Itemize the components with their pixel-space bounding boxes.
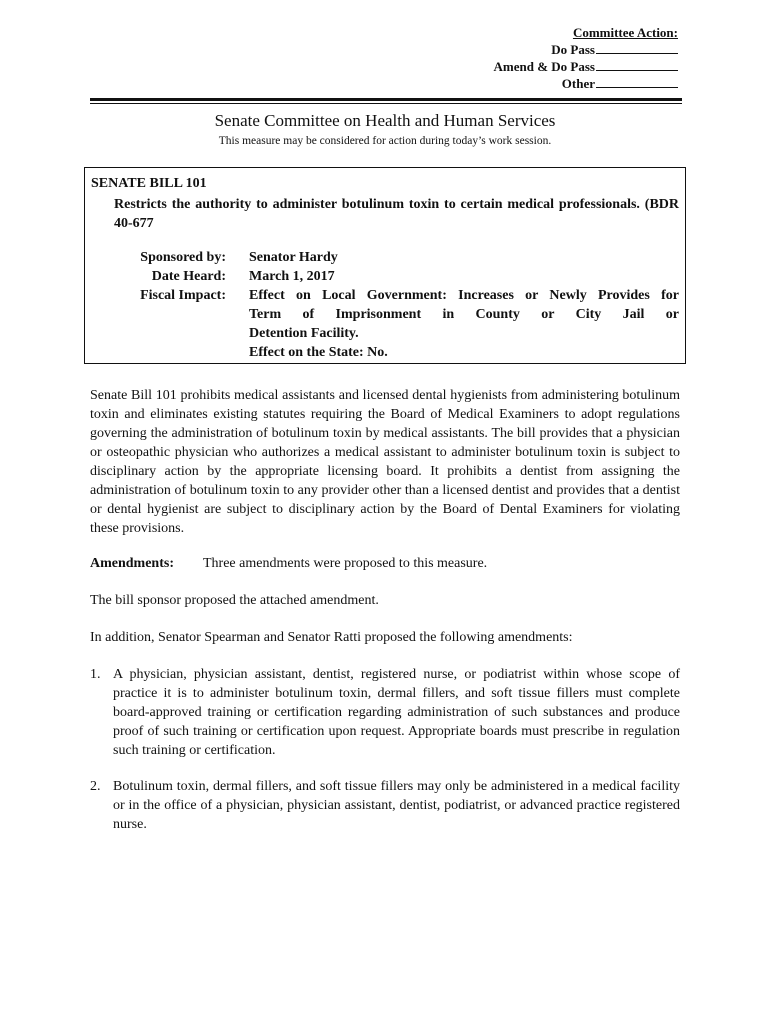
amendments-line — [90, 554, 680, 573]
amendment-text: Botulinum toxin, dermal fillers, and soft tissue fillers may only be administered in a medical facility or in the office of a physician, physician assistant, dentist, podiatrist, or advanced practice registered nurse. — [113, 779, 680, 832]
date-heard-value: March 1, 2017 — [249, 269, 335, 284]
amendments-label: Amendments: — [90, 556, 174, 571]
amend-do-pass-label: Amend & Do Pass — [493, 59, 595, 74]
other-blank — [596, 76, 678, 88]
do-pass-blank — [596, 42, 678, 54]
bill-description: Restricts the authority to administer botulinum toxin to certain medical professionals. (BDR 40-677 — [114, 197, 679, 231]
sponsor-value: Senator Hardy — [249, 250, 338, 265]
amend-do-pass-row — [418, 58, 678, 75]
fiscal-impact-label: Fiscal Impact: — [140, 288, 226, 303]
amendment-text: A physician, physician assistant, dentist, registered nurse, or podiatrist within whose scope of practice it is to administer botulinum toxin, dermal fillers, and soft tissue fillers must complete board-approved training or certification regarding administration of such substances and produce proof of such training or certification upon request. Appropriate boards must prescribe in regulation such training or certification. — [113, 667, 680, 758]
additional-amendments-note: In addition, Senator Spearman and Senator Ratti proposed the following amendments: — [90, 630, 573, 645]
other-label: Other — [561, 76, 595, 91]
amendments-text: Three amendments were proposed to this measure. — [203, 556, 488, 571]
session-note: This measure may be considered for action during today’s work session. — [218, 135, 552, 147]
fiscal-impact-line1: Effect on Local Government: Increases or Newly Provides for — [249, 288, 679, 303]
header-divider-thin — [90, 103, 682, 104]
committee-action-block — [418, 24, 678, 92]
fiscal-impact-state: Effect on the State: No. — [249, 345, 388, 360]
fiscal-impact-line3: Detention Facility. — [249, 326, 359, 341]
committee-title: Senate Committee on Health and Human Services — [214, 111, 556, 130]
committee-action-heading: Committee Action: — [572, 25, 678, 40]
do-pass-row — [418, 41, 678, 58]
amendment-number: 2. — [90, 779, 101, 794]
other-row — [418, 75, 678, 92]
date-heard-label: Date Heard: — [151, 269, 226, 284]
header-divider-thick — [90, 98, 682, 101]
bill-info-box — [84, 167, 686, 364]
sponsor-amendment-note: The bill sponsor proposed the attached amendment. — [90, 593, 379, 608]
fiscal-impact-line2: Term of Imprisonment in County or City Jail or — [249, 307, 679, 322]
do-pass-label: Do Pass — [551, 42, 595, 57]
sponsored-by-label: Sponsored by: — [140, 250, 226, 265]
bill-summary: Senate Bill 101 prohibits medical assistants and licensed dental hygienists from administering botulinum toxin and eliminates existing statutes requiring the Board of Medical Examiners to adopt regulations governing the administration of botulinum toxin by medical assistants. The bill provides that a physician or osteopathic physician who authorizes a medical assistant to administer botulinum toxin is subject to disciplinary action by the appropriate licensing board. It prohibits a dentist from assigning the administration of botulinum toxin to any provider other than a licensed dentist and provides that a dentist or dental hygienist are subject to disciplinary action by the Board of Dental Examiners for violating these provisions. — [90, 388, 680, 536]
bill-number: SENATE BILL 101 — [91, 176, 207, 191]
amendment-number: 1. — [90, 667, 101, 682]
amend-do-pass-blank — [596, 59, 678, 71]
